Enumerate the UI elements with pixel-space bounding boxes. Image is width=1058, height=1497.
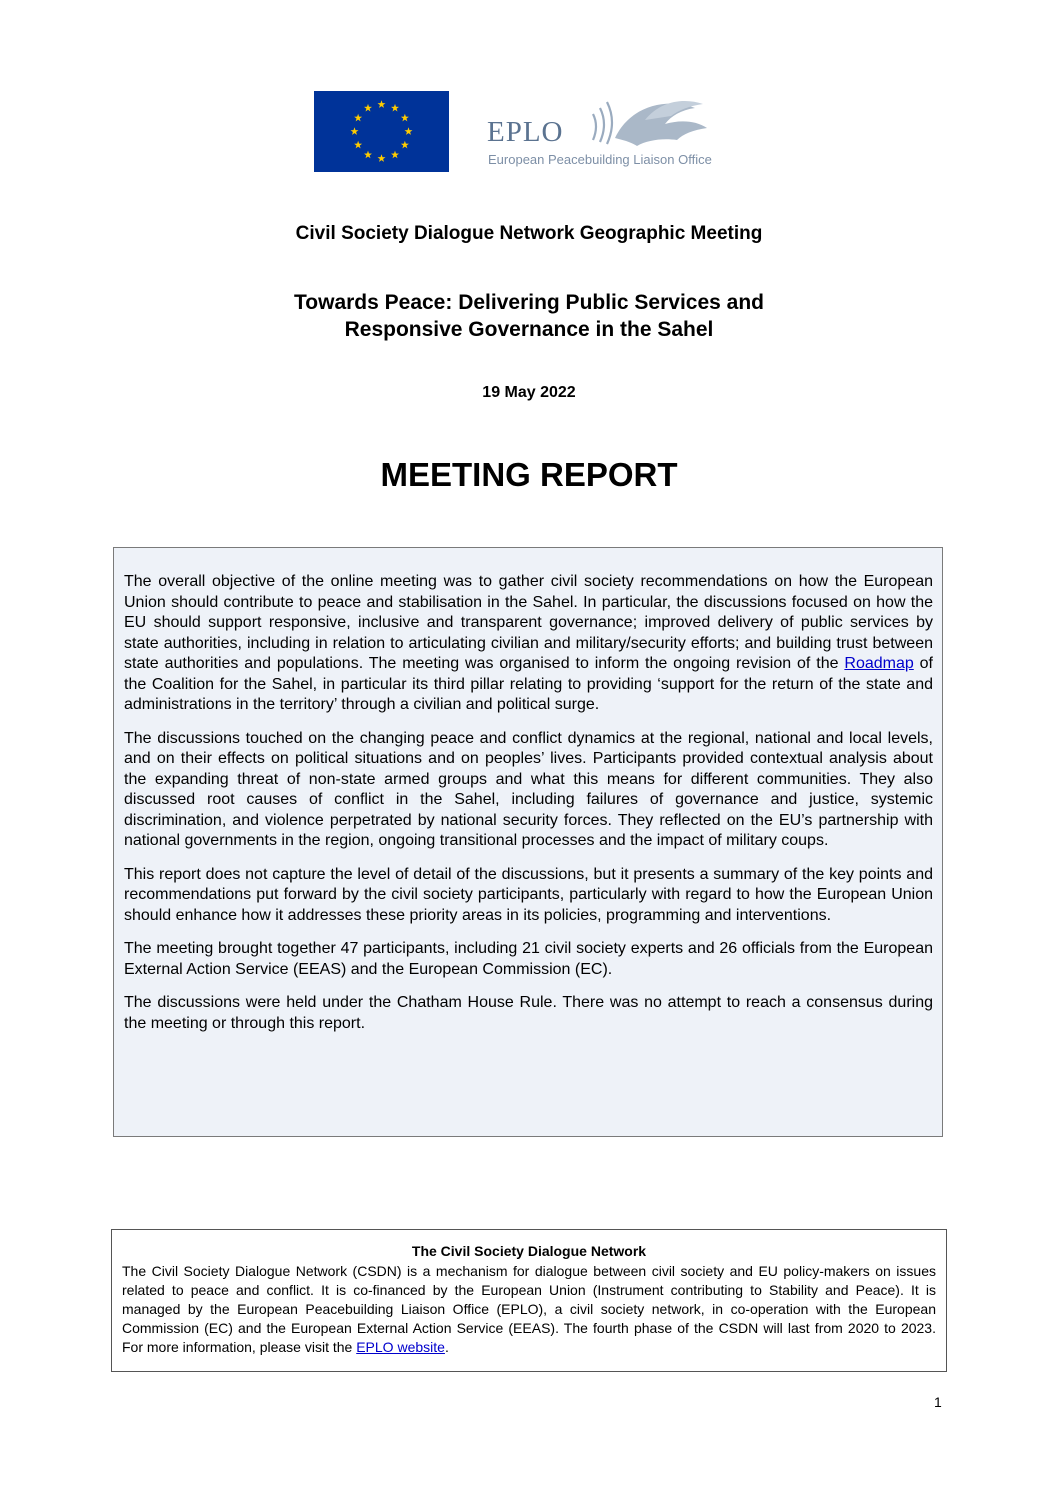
network-title: Civil Society Dialogue Network Geographic Meeting [295,223,763,244]
csdn-text-end: . [444,1339,449,1355]
summary-box [113,547,943,1137]
eu-star-icon [364,104,372,112]
summary-paragraph-4: The meeting brought together 47 participants, including 21 civil society experts and 26 officials from the European External Action Service (EEAS) and the European Commission (EC). [124,940,933,978]
eu-star-icon [405,127,413,135]
meeting-date: 19 May 2022 [482,384,576,401]
eu-star-icon [401,141,409,149]
eplo-wordmark: EPLO [487,116,564,148]
eu-star-icon [354,141,362,149]
csdn-info-box [111,1229,947,1372]
eu-star-icon [364,151,372,159]
summary-paragraph-1 [124,572,933,716]
eu-star-icon [391,104,399,112]
dove-icon [585,94,755,150]
eu-star-icon [354,114,362,122]
csdn-text: The Civil Society Dialogue Network (CSDN) is a mechanism for dialogue between civil society and EU policy-makers on issues related to peace and conflict. It is co-financed by the European Union (Instrument contributing to Stability and Peace). It is managed by the European Peacebuilding Liaison Office (EPLO), a civil society network, in co-operation with the European Commission (EC) and the European External Action Service (EEAS). The fourth phase of the CSDN will last from 2020 to 2023. For more information, please visit the [122,1263,936,1355]
csdn-description [122,1262,936,1357]
summary-paragraph-5: The discussions were held under the Chatham House Rule. There was no attempt to reach a consensus during the meeting or through this report. [124,994,933,1032]
main-title [0,289,1058,343]
summary-p1-text: The overall objective of the online meeting was to gather civil society recommendations on how the European Union should contribute to peace and stabilisation in the Sahel. In particular, the discussions focused on how the EU should support responsive, inclusive and transparent governance; improved delivery of public services by state authorities, including in relation to articulating civilian and military/security efforts; and building trust between state authorities and populations. The meeting was organised to inform the ongoing revision of the [124,573,933,672]
main-title-line-1: Towards Peace: Delivering Public Services and [294,291,764,314]
eplo-subtitle: European Peacebuilding Liaison Office [488,152,712,167]
eu-stars-circle [314,91,449,172]
eu-star-icon [378,154,386,162]
summary-p1-text-end: of the Coalition for the Sahel, in particular its third pillar relating to providing ‘support for the return of the state and administrations in the territory’ through a civilian and political surge. [124,655,933,713]
page-number: 1 [934,1394,942,1410]
eplo-website-link[interactable]: EPLO website [356,1339,445,1355]
main-title-line-2: Responsive Governance in the Sahel [344,318,714,341]
summary-paragraph-3: This report does not capture the level of detail of the discussions, but it presents a summary of the key points and recommendations put forward by the civil society participants, particularly with regard to how the European Union should enhance how it addresses these priority areas in its policies, programming and interventions. [124,865,933,924]
eu-star-icon [391,151,399,159]
eu-star-icon [351,127,359,135]
csdn-title: The Civil Society Dialogue Network [411,1243,647,1259]
eu-flag-logo [314,91,449,172]
roadmap-link[interactable]: Roadmap [844,655,914,672]
summary-paragraph-2: The discussions touched on the changing peace and conflict dynamics at the regional, national and local levels, and on their effects on political situations and on peoples’ lives. Participants provided contextual analysis about the expanding threat of non-state armed groups and what this means for different communities. They also discussed root causes of conflict in the Sahel, including failures of governance and justice, systemic discrimination, and violence perpetrated by national security forces. They reflected on the EU’s partnership with national governments in the region, ongoing transitional processes and the impact of military coups. [124,729,933,849]
eu-star-icon [401,114,409,122]
eu-star-icon [378,100,386,108]
eplo-logo [487,94,757,172]
report-title: MEETING REPORT [380,456,678,493]
